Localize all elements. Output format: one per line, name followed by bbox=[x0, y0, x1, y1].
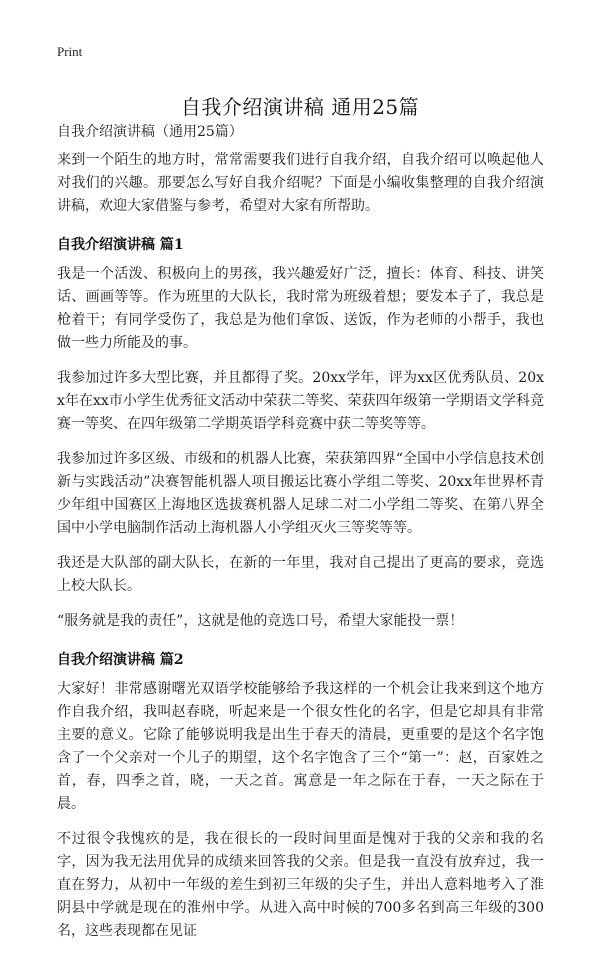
section2-paragraph: 不过很令我愧疚的是，我在很长的一段时间里面是愧对于我的父亲和我的名字，因为我无法用优异的成绩来回答我的父亲。但是我一直没有放弃过，我一直在努力，从初中一年级的差生到初三年级的尖子生，并出人意料地考入了淮阴县中学就是现在的淮州中学。从进入高中时候的700多名到高三年级的300名，这些表现都在见证 bbox=[57, 831, 544, 939]
document-title: 自我介绍演讲稿 通用25篇 bbox=[180, 95, 420, 120]
section1-paragraph: 我是一个活泼、积极向上的男孩，我兴趣爱好广泛，擅长：体育、科技、讲笑话、画画等等。作为班里的大队长，我时常为班级着想；要发本子了，我总是枪着干；有同学受伤了，我总是为他们拿饭、送饭，作为老师的小帮手，我也做一些力所能及的事。 bbox=[57, 266, 544, 351]
print-label[interactable]: Print bbox=[57, 44, 83, 59]
section1-paragraph: 我参加过许多区级、市级和的机器人比赛，荣获第四界“全国中小学信息技术创新与实践活动”决赛智能机器人项目搬运比赛小学组二等奖、20xx年世界杯青少年组中国赛区上海地区选拔赛机器人足球二对二小学组二等奖、在第八界全国中小学电脑制作活动上海机器人小学组灭火三等奖等等。 bbox=[57, 451, 544, 536]
document-subtitle: 自我介绍演讲稿（通用25篇） bbox=[57, 124, 243, 140]
intro-paragraph: 来到一个陌生的地方时，常常需要我们进行自我介绍，自我介绍可以唤起他人对我们的兴趣。那要怎么写好自我介绍呢？下面是小编收集整理的自我介绍演讲稿，欢迎大家借鉴与参考，希望对大家有所帮助。 bbox=[57, 152, 544, 214]
section-heading-2: 自我介绍演讲稿 篇2 bbox=[57, 652, 184, 668]
section-heading-1: 自我介绍演讲稿 篇1 bbox=[57, 237, 184, 253]
section2-paragraph: 大家好！非常感谢曙光双语学校能够给予我这样的一个机会让我来到这个地方作自我介绍，我叫赵春晓，听起来是一个很女性化的名字，但是它却具有非常主要的意义。它除了能够说明我是出生于春天的清晨，更重要的是这个名字饱含了一个父亲对一个儿子的期望，这个名字饱含了三个“第一”：赵，百家姓之首，春，四季之首，晓，一天之首。寓意是一年之际在于春，一天之际在于晨。 bbox=[57, 681, 544, 812]
section1-paragraph: 我参加过许多大型比赛，并且都得了奖。20xx学年，评为xx区优秀队员、20xx年在xx市小学生优秀征文活动中荣获二等奖、荣获四年级第一学期语文学科竞赛一等奖、在四年级第二学期英语学科竞赛中获二等奖等等。 bbox=[57, 370, 544, 432]
section1-paragraph: 我还是大队部的副大队长，在新的一年里，我对自己提出了更高的要求，竞选上校大队长。 bbox=[57, 555, 544, 594]
document-body bbox=[57, 149, 544, 955]
section1-paragraph: “服务就是我的责任”，这就是他的竞选口号，希望大家能投一票！ bbox=[57, 613, 464, 629]
